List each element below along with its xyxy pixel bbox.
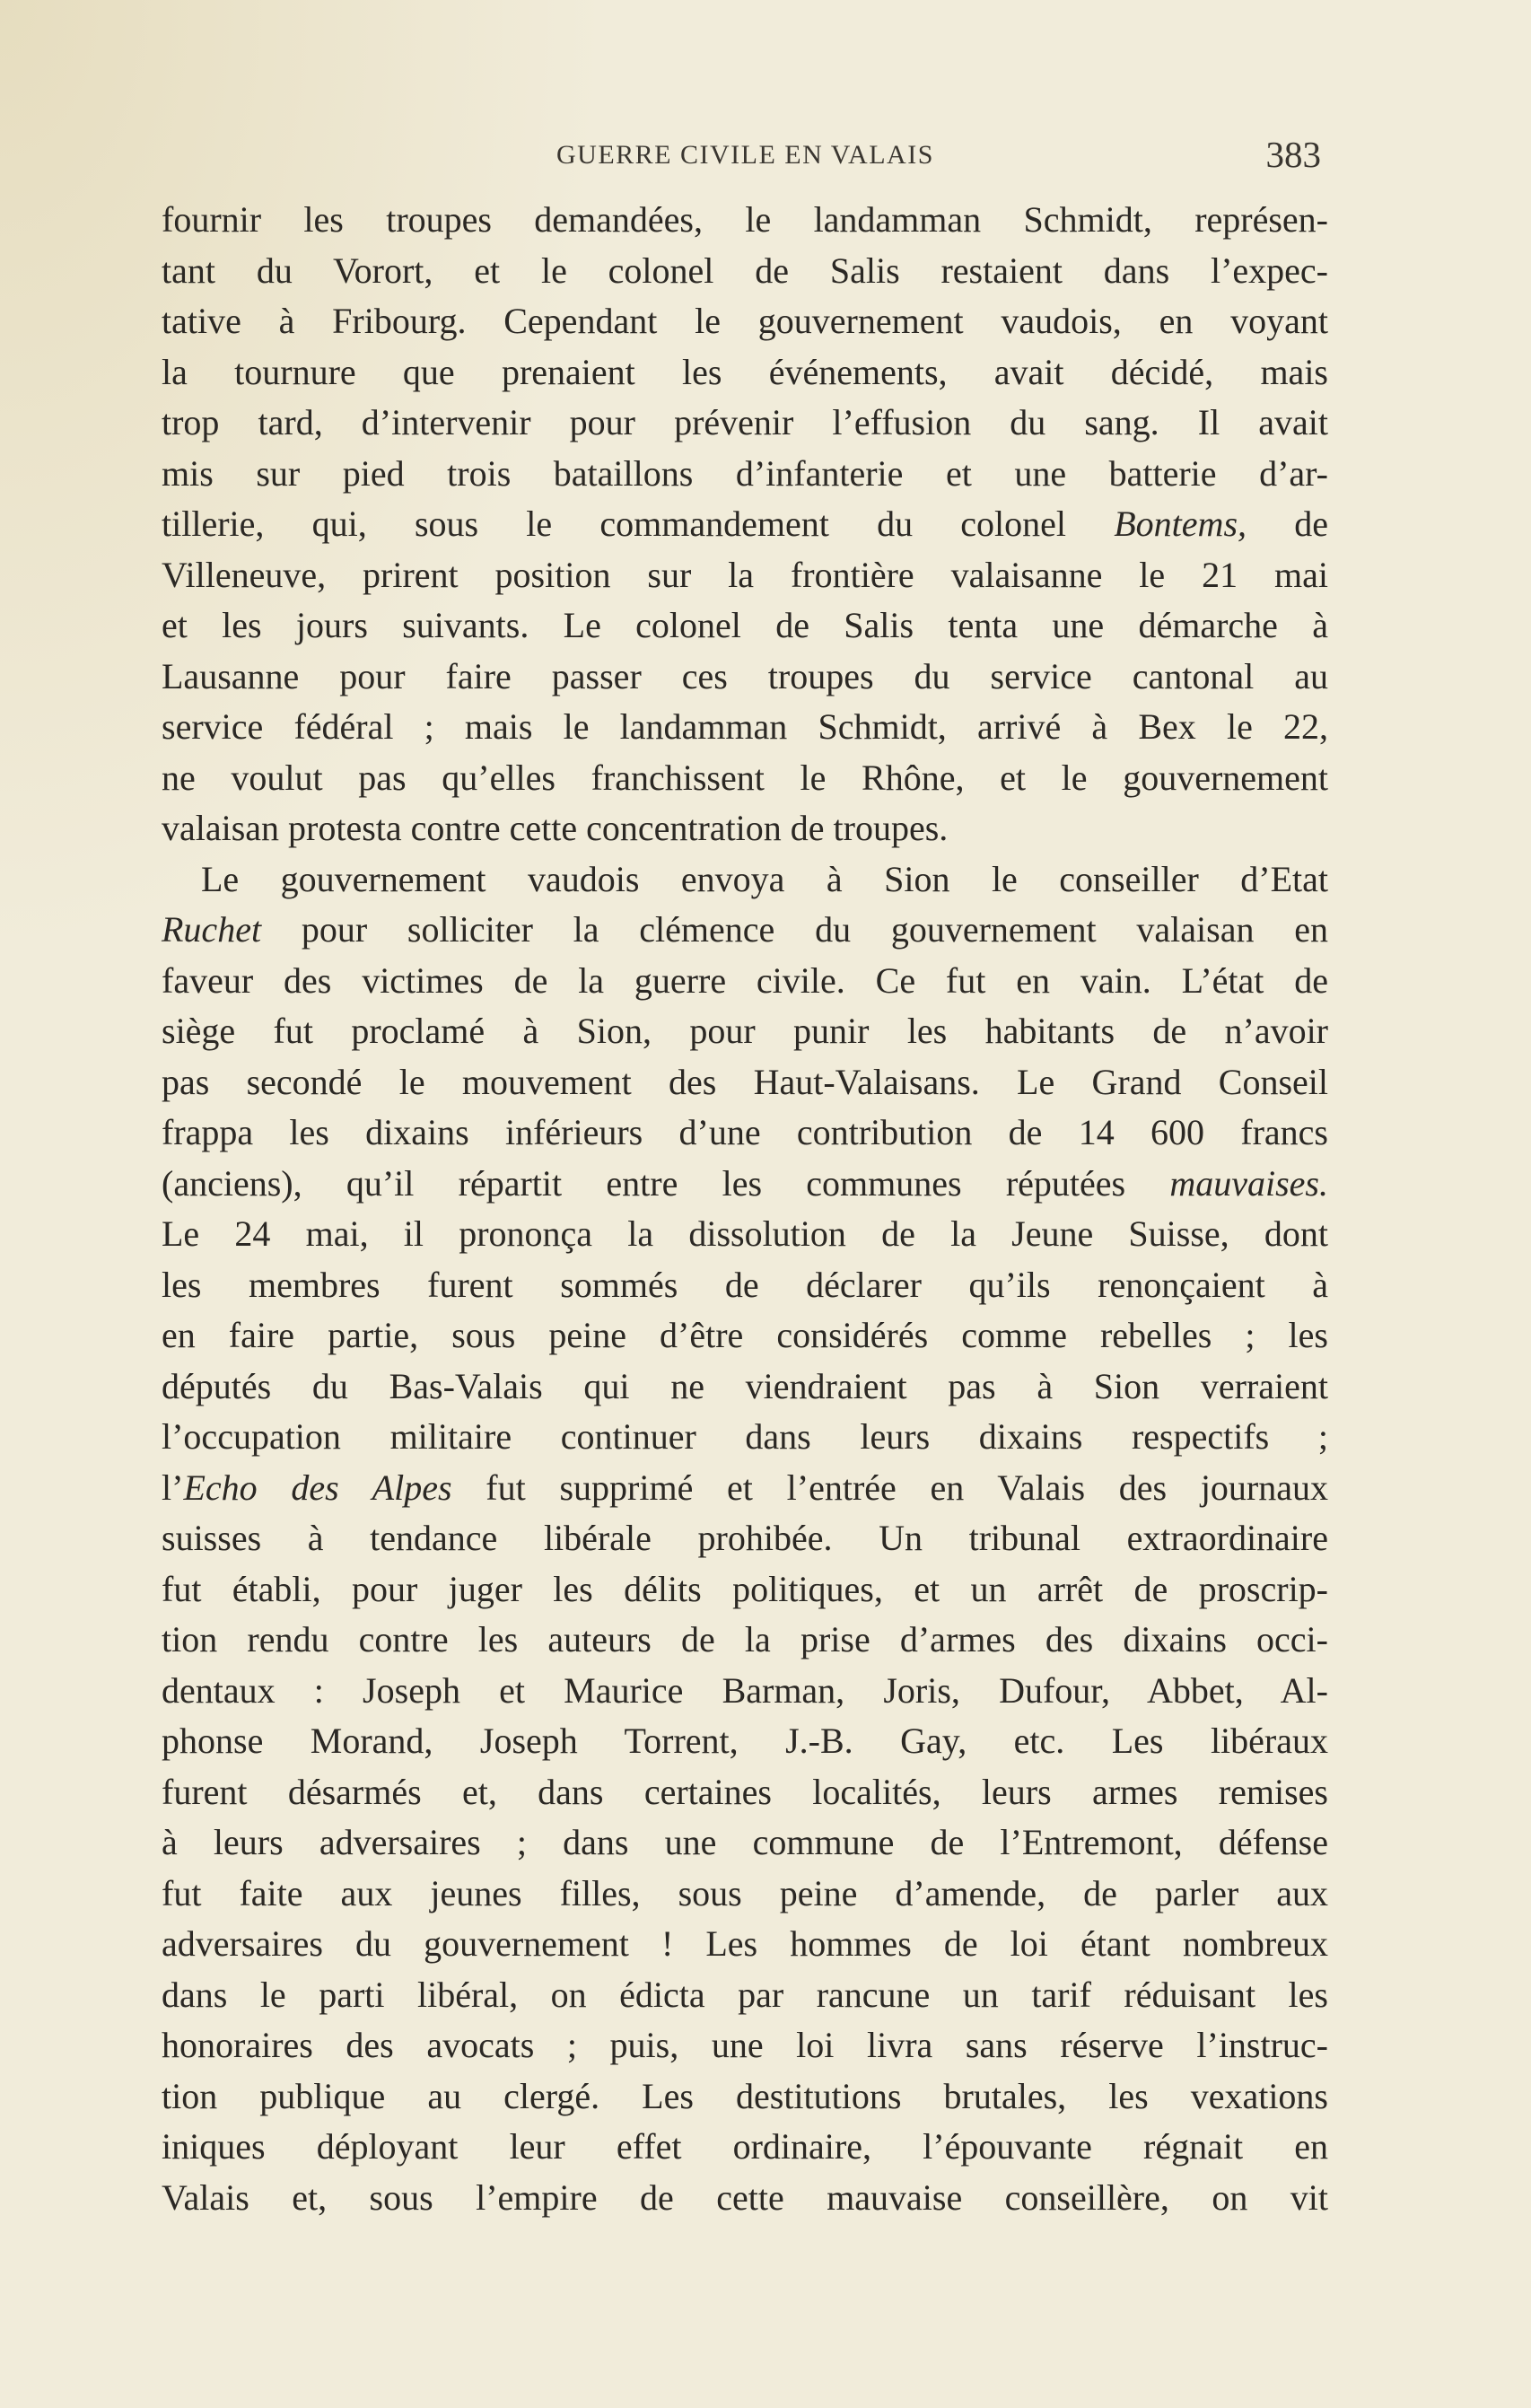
text-line: à leurs adversaires ; dans une commune de l’Entremont, défense bbox=[162, 1822, 1328, 1862]
text-line: service fédéral ; mais le landamman Schmidt, arrivé à Bex le 22, bbox=[162, 706, 1328, 747]
text-line: frappa les dixains inférieurs d’une contribution de 14 600 francs bbox=[162, 1112, 1328, 1152]
text-line: honoraires des avocats ; puis, une loi livra sans réserve l’instruc- bbox=[162, 2025, 1328, 2065]
text-line: faveur des victimes de la guerre civile. Ce fut en vain. L’état de bbox=[162, 959, 1328, 1001]
text-line: mis sur pied trois bataillons d’infanterie et une batterie d’ar- bbox=[162, 452, 1328, 494]
text-line: Le 24 mai, il prononça la dissolution de la Jeune Suisse, dont bbox=[162, 1213, 1328, 1254]
book-page bbox=[162, 0, 1328, 2408]
text-line: la tournure que prenaient les événements, avait décidé, mais bbox=[162, 351, 1328, 392]
text-line: tion rendu contre les auteurs de la prise d’armes des dixains occi- bbox=[162, 1619, 1328, 1659]
text-line: (anciens), qu’il répartit entre les communes réputées mauvaises. bbox=[162, 1162, 1328, 1204]
text-line: Villeneuve, prirent position sur la frontière valaisanne le 21 mai bbox=[162, 554, 1328, 595]
italic-name-bontems: Bontems, bbox=[1114, 503, 1247, 544]
text-line: pas secondé le mouvement des Haut-Valaisans. Le Grand Conseil bbox=[162, 1061, 1328, 1102]
text-line: suisses à tendance libérale prohibée. Un tribunal extraordinaire bbox=[162, 1518, 1328, 1558]
text-line: adversaires du gouvernement ! Les hommes de loi étant nombreux bbox=[162, 1923, 1328, 1964]
text-line: en faire partie, sous peine d’être considérés comme rebelles ; les bbox=[162, 1315, 1328, 1355]
text-line: iniques déployant leur effet ordinaire, l’épouvante régnait en bbox=[162, 2126, 1328, 2167]
text-line: ne voulut pas qu’elles franchissent le Rhône, et le gouvernement bbox=[162, 757, 1328, 798]
text-line-paragraph-end: valaisan protesta contre cette concentration de troupes. bbox=[162, 808, 949, 848]
text-line: l’Echo des Alpes fut supprimé et l’entrée en Valais des journaux bbox=[162, 1467, 1329, 1508]
text-line: fournir les troupes demandées, le landamman Schmidt, représen- bbox=[162, 199, 1328, 240]
text-line: tant du Vorort, et le colonel de Salis restaient dans l’expec- bbox=[162, 250, 1328, 291]
text-line: dans le parti libéral, on édicta par rancune un tarif réduisant les bbox=[162, 1974, 1328, 2015]
text-line: dentaux : Joseph et Maurice Barman, Joris, Dufour, Abbet, Al- bbox=[162, 1669, 1328, 1711]
body-text bbox=[162, 195, 1328, 2223]
page-number: 383 bbox=[1265, 134, 1321, 175]
text-line: l’occupation militaire continuer dans leurs dixains respectifs ; bbox=[162, 1416, 1328, 1457]
text-line: tative à Fribourg. Cependant le gouvernement vaudois, en voyant bbox=[162, 301, 1328, 341]
running-title: GUERRE CIVILE EN VALAIS bbox=[556, 140, 934, 170]
text-line: tillerie, qui, sous le commandement du colonel Bontems, de bbox=[162, 503, 1328, 544]
text-line: tion publique au clergé. Les destitutions brutales, les vexations bbox=[162, 2075, 1328, 2116]
text-line: fut établi, pour juger les délits politiques, et un arrêt de proscrip- bbox=[162, 1568, 1328, 1609]
text-line: trop tard, d’intervenir pour prévenir l’effusion du sang. Il avait bbox=[162, 402, 1328, 442]
italic-word-mauvaises: mauvaises. bbox=[1169, 1162, 1328, 1204]
italic-title-echo-des-alpes: Echo des Alpes bbox=[183, 1467, 452, 1508]
text-line: furent désarmés et, dans certaines localités, leurs armes remises bbox=[162, 1771, 1328, 1812]
italic-name-ruchet: Ruchet bbox=[162, 909, 262, 950]
text-line: députés du Bas-Valais qui ne viendraient pas à Sion verraient bbox=[162, 1365, 1328, 1406]
text-line: les membres furent sommés de déclarer qu’ils renonçaient à bbox=[162, 1264, 1328, 1305]
text-line-paragraph-start: Le gouvernement vaudois envoya à Sion le conseiller d’Etat bbox=[201, 858, 1328, 899]
text-line: fut faite aux jeunes filles, sous peine d’amende, de parler aux bbox=[162, 1872, 1328, 1913]
text-line: Lausanne pour faire passer ces troupes du service cantonal au bbox=[162, 655, 1328, 696]
text-line: Ruchet pour solliciter la clémence du gouvernement valaisan en bbox=[162, 909, 1328, 950]
running-head bbox=[162, 133, 1328, 187]
text-line: Valais et, sous l’empire de cette mauvaise conseillère, on vit bbox=[162, 2176, 1328, 2218]
text-line: siège fut proclamé à Sion, pour punir les habitants de n’avoir bbox=[162, 1011, 1328, 1051]
text-line: et les jours suivants. Le colonel de Salis tenta une démarche à bbox=[162, 605, 1328, 645]
text-line: phonse Morand, Joseph Torrent, J.-B. Gay, etc. Les libéraux bbox=[162, 1721, 1328, 1761]
